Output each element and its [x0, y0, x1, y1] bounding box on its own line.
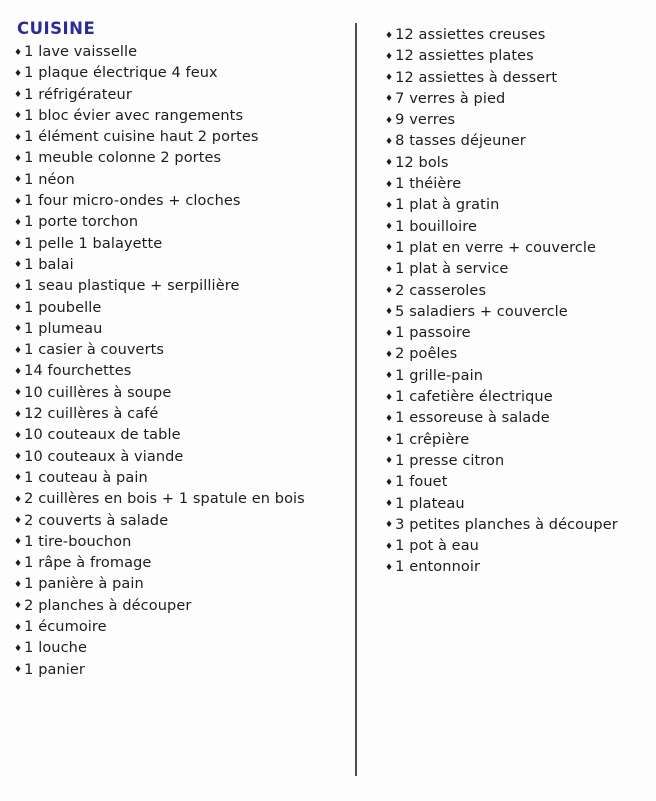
- diamond-bullet-icon: ♦: [14, 111, 23, 122]
- diamond-bullet-icon: ♦: [14, 452, 23, 463]
- item-text: 12 assiettes plates: [395, 48, 534, 65]
- diamond-bullet-icon: ♦: [385, 499, 394, 510]
- item-text: 9 verres: [395, 112, 456, 129]
- list-item: [14, 468, 305, 489]
- item-text: 1 théière: [395, 176, 462, 193]
- diamond-bullet-icon: ♦: [385, 264, 394, 275]
- list-item: [14, 170, 305, 191]
- item-text: 1 réfrigérateur: [24, 86, 132, 103]
- list-item: [385, 515, 618, 536]
- list-item: [385, 344, 618, 365]
- diamond-bullet-icon: ♦: [14, 516, 23, 527]
- list-item: [385, 323, 618, 344]
- item-text: 7 verres à pied: [395, 90, 506, 107]
- diamond-bullet-icon: ♦: [14, 175, 23, 186]
- diamond-bullet-icon: ♦: [14, 622, 23, 633]
- item-text: 1 louche: [24, 640, 87, 657]
- diamond-bullet-icon: ♦: [385, 286, 394, 297]
- left-column-list: [14, 42, 305, 681]
- list-item: [14, 553, 305, 574]
- item-text: 10 couteaux à viande: [24, 448, 184, 465]
- list-item: [14, 255, 305, 276]
- diamond-bullet-icon: ♦: [14, 643, 23, 654]
- item-text: 1 plumeau: [24, 320, 103, 337]
- list-item: [14, 574, 305, 595]
- list-item: [385, 302, 618, 323]
- item-text: 1 pot à eau: [395, 538, 479, 555]
- list-item: [385, 68, 618, 89]
- diamond-bullet-icon: ♦: [14, 196, 23, 207]
- item-text: 12 bols: [395, 154, 449, 171]
- diamond-bullet-icon: ♦: [385, 243, 394, 254]
- diamond-bullet-icon: ♦: [385, 307, 394, 318]
- list-item: [385, 153, 618, 174]
- list-item: [14, 191, 305, 212]
- item-text: 1 poubelle: [24, 299, 102, 316]
- item-text: 5 saladiers + couvercle: [395, 303, 568, 320]
- item-text: 2 planches à découper: [24, 597, 192, 614]
- list-item: [385, 536, 618, 557]
- list-item: [14, 425, 305, 446]
- diamond-bullet-icon: ♦: [14, 68, 23, 79]
- item-text: 12 assiettes à dessert: [395, 69, 558, 86]
- item-text: 1 tire-bouchon: [24, 533, 132, 550]
- list-item: [385, 259, 618, 280]
- diamond-bullet-icon: ♦: [14, 537, 23, 548]
- item-text: 1 bouilloire: [395, 218, 478, 235]
- diamond-bullet-icon: ♦: [385, 179, 394, 190]
- item-text: 1 plaque électrique 4 feux: [24, 65, 218, 82]
- list-item: [385, 131, 618, 152]
- item-text: 1 balai: [24, 256, 74, 273]
- item-text: 1 bloc évier avec rangements: [24, 107, 244, 124]
- diamond-bullet-icon: ♦: [14, 494, 23, 505]
- diamond-bullet-icon: ♦: [385, 435, 394, 446]
- diamond-bullet-icon: ♦: [385, 456, 394, 467]
- diamond-bullet-icon: ♦: [385, 562, 394, 573]
- diamond-bullet-icon: ♦: [14, 239, 23, 250]
- list-item: [14, 447, 305, 468]
- item-text: 1 plat en verre + couvercle: [395, 239, 597, 256]
- diamond-bullet-icon: ♦: [385, 94, 394, 105]
- diamond-bullet-icon: ♦: [14, 217, 23, 228]
- list-item: [385, 174, 618, 195]
- item-text: 1 plateau: [395, 495, 465, 512]
- item-text: 3 petites planches à découper: [395, 516, 618, 533]
- diamond-bullet-icon: ♦: [14, 409, 23, 420]
- diamond-bullet-icon: ♦: [14, 90, 23, 101]
- list-item: [14, 234, 305, 255]
- diamond-bullet-icon: ♦: [14, 601, 23, 612]
- diamond-bullet-icon: ♦: [14, 430, 23, 441]
- item-text: 12 assiettes creuses: [395, 27, 546, 43]
- item-text: 2 poêles: [395, 346, 458, 363]
- diamond-bullet-icon: ♦: [14, 558, 23, 569]
- item-text: 1 râpe à fromage: [24, 555, 152, 572]
- list-item: [385, 494, 618, 515]
- diamond-bullet-icon: ♦: [14, 366, 23, 377]
- diamond-bullet-icon: ♦: [14, 153, 23, 164]
- diamond-bullet-icon: ♦: [385, 392, 394, 403]
- list-item: [14, 319, 305, 340]
- item-text: 1 passoire: [395, 325, 471, 342]
- item-text: 1 four micro-ondes + cloches: [24, 193, 241, 210]
- item-text: 1 meuble colonne 2 portes: [24, 150, 222, 167]
- diamond-bullet-icon: ♦: [385, 136, 394, 147]
- diamond-bullet-icon: ♦: [385, 413, 394, 424]
- item-text: 8 tasses déjeuner: [395, 133, 526, 150]
- list-item: [14, 340, 305, 361]
- item-text: 2 cuillères en bois + 1 spatule en bois: [24, 491, 305, 508]
- list-item: [385, 366, 618, 387]
- list-item: [385, 430, 618, 451]
- item-text: 1 plat à gratin: [395, 197, 500, 214]
- diamond-bullet-icon: ♦: [14, 132, 23, 143]
- diamond-bullet-icon: ♦: [385, 30, 394, 41]
- item-text: 1 panière à pain: [24, 576, 144, 593]
- item-text: 1 cafetière électrique: [395, 389, 553, 406]
- list-item: [14, 489, 305, 510]
- diamond-bullet-icon: ♦: [14, 324, 23, 335]
- list-item: [385, 217, 618, 238]
- item-text: 12 cuillères à café: [24, 406, 159, 423]
- diamond-bullet-icon: ♦: [14, 473, 23, 484]
- list-item: [385, 46, 618, 67]
- item-text: 1 entonnoir: [395, 559, 481, 576]
- list-item: [14, 383, 305, 404]
- diamond-bullet-icon: ♦: [14, 260, 23, 271]
- diamond-bullet-icon: ♦: [385, 222, 394, 233]
- item-text: 2 casseroles: [395, 282, 487, 299]
- item-text: 1 seau plastique + serpillière: [24, 278, 240, 295]
- diamond-bullet-icon: ♦: [385, 541, 394, 552]
- list-item: [14, 638, 305, 659]
- list-item: [14, 404, 305, 425]
- diamond-bullet-icon: ♦: [14, 303, 23, 314]
- item-text: 14 fourchettes: [24, 363, 132, 380]
- item-text: 1 porte torchon: [24, 214, 139, 231]
- list-item: [385, 281, 618, 302]
- item-text: 1 lave vaisselle: [24, 44, 138, 60]
- item-text: 1 plat à service: [395, 261, 509, 278]
- right-column-list: [385, 25, 618, 579]
- list-item: [14, 596, 305, 617]
- list-item: [385, 387, 618, 408]
- list-item: [14, 298, 305, 319]
- diamond-bullet-icon: ♦: [385, 115, 394, 126]
- item-text: 1 couteau à pain: [24, 469, 148, 486]
- diamond-bullet-icon: ♦: [385, 520, 394, 531]
- item-text: 1 néon: [24, 171, 75, 188]
- list-item: [385, 557, 618, 578]
- list-item: [385, 408, 618, 429]
- diamond-bullet-icon: ♦: [14, 579, 23, 590]
- item-text: 1 crêpière: [395, 431, 470, 448]
- diamond-bullet-icon: ♦: [14, 665, 23, 676]
- diamond-bullet-icon: ♦: [385, 328, 394, 339]
- item-text: 1 essoreuse à salade: [395, 410, 550, 427]
- diamond-bullet-icon: ♦: [14, 281, 23, 292]
- diamond-bullet-icon: ♦: [14, 345, 23, 356]
- list-item: [14, 127, 305, 148]
- diamond-bullet-icon: ♦: [385, 371, 394, 382]
- diamond-bullet-icon: ♦: [385, 51, 394, 62]
- list-item: [14, 42, 305, 63]
- diamond-bullet-icon: ♦: [385, 200, 394, 211]
- page-title: CUISINE: [17, 19, 96, 38]
- item-text: 10 couteaux de table: [24, 427, 181, 444]
- list-item: [14, 63, 305, 84]
- list-item: [385, 89, 618, 110]
- list-item: [14, 212, 305, 233]
- item-text: 1 fouet: [395, 474, 448, 491]
- list-item: [385, 195, 618, 216]
- list-item: [14, 106, 305, 127]
- item-text: 1 pelle 1 balayette: [24, 235, 163, 252]
- item-text: 1 presse citron: [395, 452, 505, 469]
- list-item: [385, 110, 618, 131]
- diamond-bullet-icon: ♦: [14, 388, 23, 399]
- list-item: [385, 238, 618, 259]
- diamond-bullet-icon: ♦: [385, 349, 394, 360]
- list-item: [385, 472, 618, 493]
- list-item: [14, 361, 305, 382]
- item-text: 2 couverts à salade: [24, 512, 169, 529]
- list-item: [385, 451, 618, 472]
- list-item: [14, 85, 305, 106]
- list-item: [14, 660, 305, 681]
- list-item: [14, 511, 305, 532]
- diamond-bullet-icon: ♦: [385, 158, 394, 169]
- list-item: [14, 532, 305, 553]
- list-item: [14, 148, 305, 169]
- diamond-bullet-icon: ♦: [385, 73, 394, 84]
- item-text: 1 panier: [24, 661, 85, 678]
- item-text: 1 casier à couverts: [24, 342, 165, 359]
- item-text: 1 écumoire: [24, 619, 107, 636]
- list-item: [385, 25, 618, 46]
- list-item: [14, 276, 305, 297]
- item-text: 1 élément cuisine haut 2 portes: [24, 129, 259, 146]
- column-divider-line: [355, 23, 357, 776]
- diamond-bullet-icon: ♦: [14, 47, 23, 58]
- list-item: [14, 617, 305, 638]
- item-text: 1 grille-pain: [395, 367, 484, 384]
- item-text: 10 cuillères à soupe: [24, 384, 172, 401]
- diamond-bullet-icon: ♦: [385, 477, 394, 488]
